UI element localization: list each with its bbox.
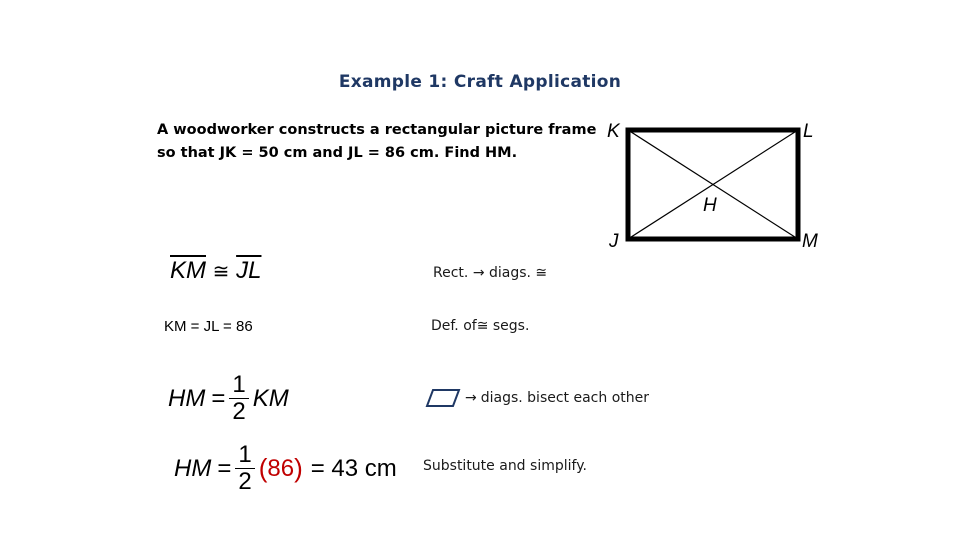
- reason-rect: Rect.: [433, 265, 469, 281]
- step3-statement: [168, 372, 289, 425]
- segment-jl: $\overline{JL}$: [236, 257, 262, 284]
- hm-label: HM: [174, 454, 212, 482]
- step4-reason: Substitute and simplify.: [423, 458, 587, 474]
- arrow-icon: →: [465, 390, 477, 406]
- step2-reason: [431, 318, 529, 334]
- fraction-numerator: 1: [229, 372, 248, 399]
- hm-label: HM: [168, 384, 206, 412]
- rectangle-figure: [600, 118, 840, 253]
- km-label: KM: [252, 384, 289, 412]
- substituted-value: 86: [267, 454, 295, 482]
- reason-segs: segs.: [492, 318, 530, 334]
- fraction-numerator: 1: [235, 442, 254, 469]
- vertex-k: K: [607, 121, 620, 142]
- result-value: = 43 cm: [310, 454, 397, 482]
- close-paren: ): [294, 453, 303, 483]
- reason-diags-bisect: diags. bisect each other: [480, 390, 650, 406]
- congruent-symbol: ≅: [476, 318, 489, 334]
- problem-statement: A woodworker constructs a rectangular picture frame so that JK = 50 cm and JL = 86 cm. Find HM.: [157, 122, 597, 161]
- equals-sign: =: [217, 454, 232, 482]
- parallelogram-icon: [425, 388, 461, 408]
- vertex-j: J: [609, 231, 619, 252]
- step1-statement: [170, 257, 261, 285]
- equals-sign: =: [211, 384, 226, 412]
- fraction-one-half: [229, 372, 248, 425]
- step1-reason: [433, 265, 547, 281]
- vertex-l: L: [803, 121, 814, 142]
- step2-statement: KM = JL = 86: [164, 318, 253, 335]
- fraction-one-half: [235, 442, 254, 495]
- step4-statement: [174, 442, 397, 495]
- fraction-denominator: 2: [232, 398, 246, 425]
- vertex-h: H: [703, 195, 717, 216]
- fraction-denominator: 2: [238, 468, 252, 495]
- congruent-symbol: ≅: [212, 261, 230, 283]
- vertex-m: M: [802, 231, 818, 252]
- step3-reason: [425, 388, 649, 408]
- segment-km: $\overline{KM}$: [170, 257, 206, 284]
- reason-diags-congruent: diags. ≅: [489, 265, 548, 281]
- open-paren: (: [258, 453, 268, 483]
- reason-def-of: Def. of: [431, 318, 477, 334]
- arrow-icon: →: [472, 265, 485, 281]
- rectangle-diagram: [600, 118, 840, 258]
- slide-title: Example 1: Craft Application: [338, 72, 622, 92]
